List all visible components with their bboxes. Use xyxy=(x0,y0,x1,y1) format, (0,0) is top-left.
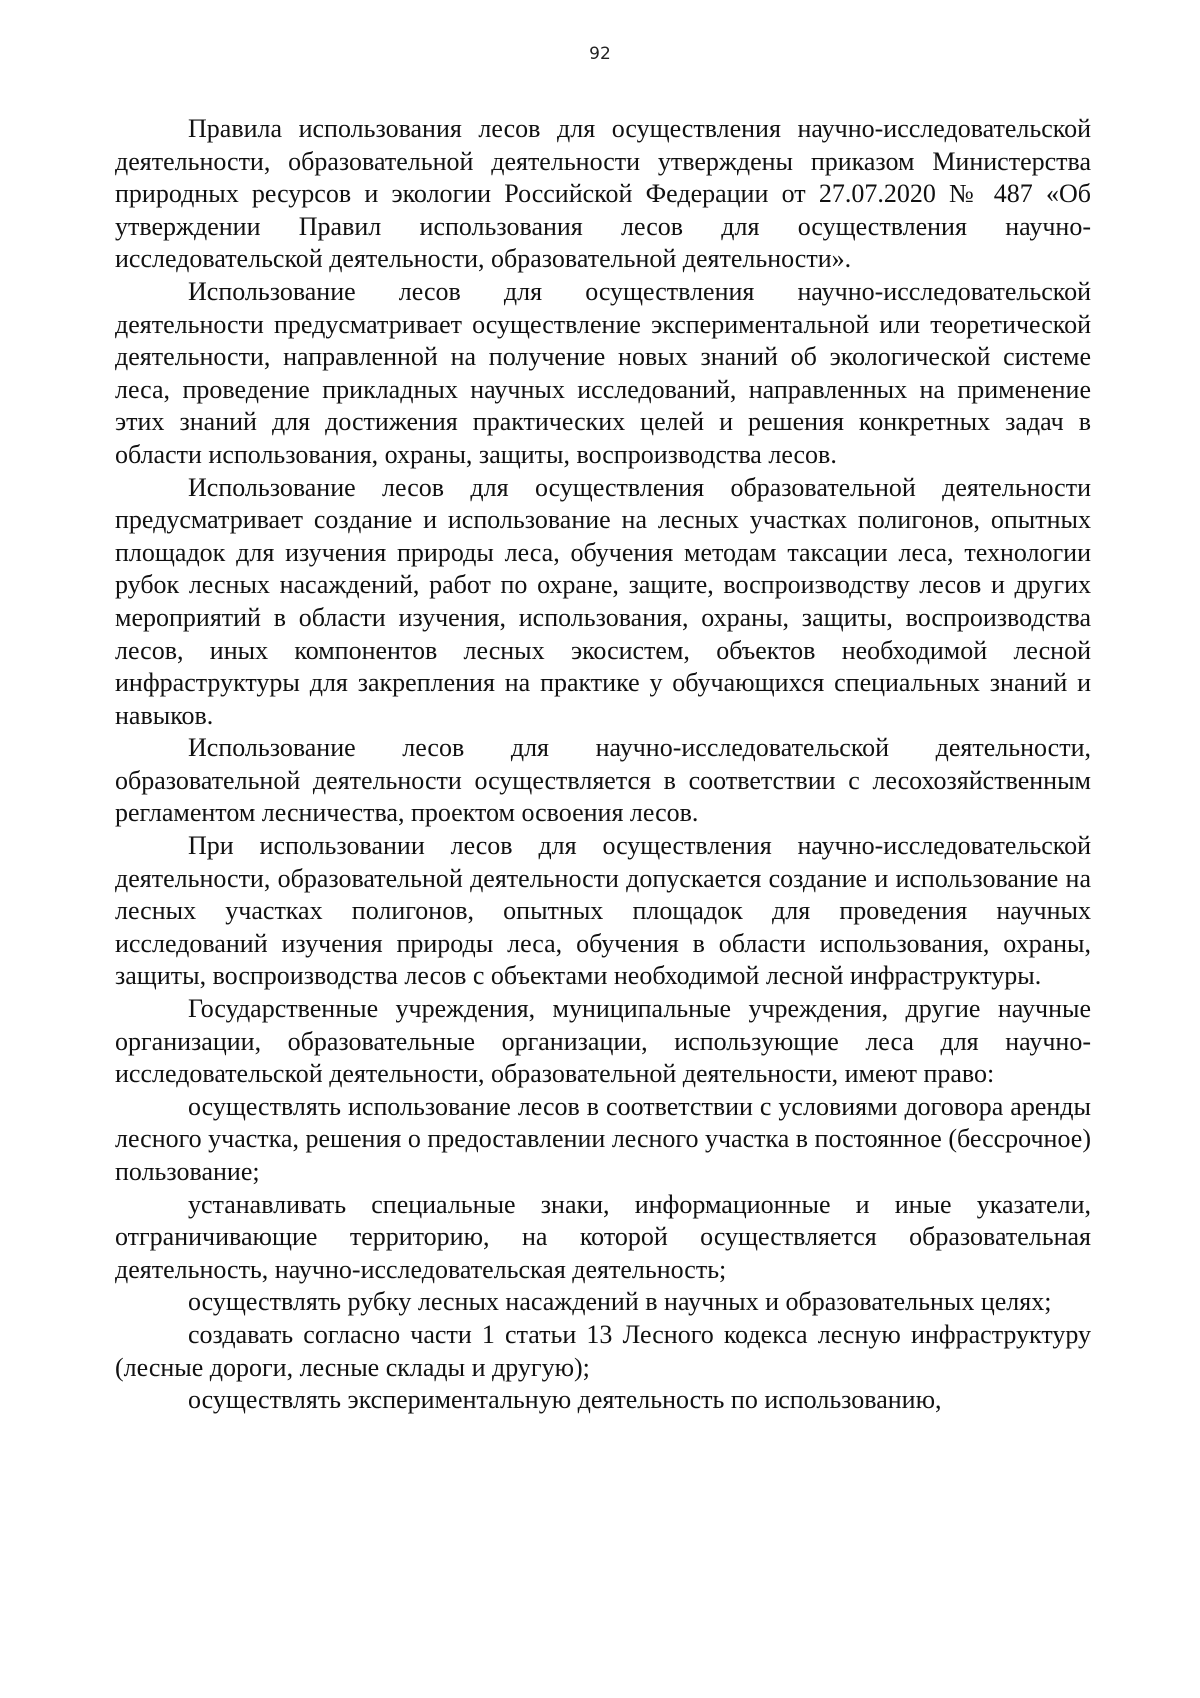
paragraph-regulation-compliance: Использование лесов для научно-исследовательской деятельности, образовательной деятельности осуществляется в соответствии с лесохозяйственным регламентом лесничества, проектом освоения лесов. xyxy=(115,733,1091,828)
paragraph-educational-use: Использование лесов для осуществления образовательной деятельности предусматривает создание и использование на лесных участках полигонов, опытных площадок для изучения природы леса, обучения методам таксации леса, технологии рубок лесных насаждений, работ по охране, защите, воспроизводству лесов и других мероприятий в области изучения, использования, охраны, защиты, воспроизводства лесов, иных компонентов лесных экосистем, объектов необходимой лесной инфраструктуры для закрепления на практике у обучающихся специальных знаний и навыков. xyxy=(115,472,1091,730)
paragraph-polygons-allowed: При использовании лесов для осуществления научно-исследовательской деятельности, образовательной деятельности допускается создание и использование на лесных участках полигонов, опытных площадок для проведения научных исследований изучения природы леса, обучения в области использования, охраны, защиты, воспроизводства лесов с объектами необходимой лесной инфраструктуры. xyxy=(115,831,1091,991)
paragraph-right-lease-use: осуществлять использование лесов в соответствии с условиями договора аренды лесного участка, решения о предоставлении лесного участка в постоянное (бессрочное) пользование; xyxy=(115,1091,1091,1186)
paragraph-right-felling: осуществлять рубку лесных насаждений в научных и образовательных целях; xyxy=(188,1287,1052,1317)
paragraph-organizations-rights: Государственные учреждения, муниципальные учреждения, другие научные организации, образовательные организации, использующие леса для научно-исследовательской деятельности, образовательной деятельности, имеют право: xyxy=(115,994,1091,1089)
paragraph-rules-approval: Правила использования лесов для осуществления научно-исследовательской деятельности, образовательной деятельности утверждены приказом Министерства природных ресурсов и экологии Российской Федерации от 27.07.2020 № 487 «Об утверждении Правил использования лесов для осуществления научно-исследовательской деятельности, образовательной деятельности». xyxy=(115,114,1091,274)
page-number: 92 xyxy=(589,44,611,64)
document-body xyxy=(115,113,1091,1417)
paragraph-right-experimental: осуществлять экспериментальную деятельность по использованию, xyxy=(188,1385,942,1415)
paragraph-research-use: Использование лесов для осуществления научно-исследовательской деятельности предусматривает осуществление экспериментальной или теоретической деятельности, направленной на получение новых знаний об экологической системе леса, проведение прикладных научных исследований, направленных на применение этих знаний для достижения практических целей и решения конкретных задач в области использования, охраны, защиты, воспроизводства лесов. xyxy=(115,276,1091,469)
paragraph-right-signs: устанавливать специальные знаки, информационные и иные указатели, отграничивающие территорию, на которой осуществляется образовательная деятельность, научно-исследовательская деятельность; xyxy=(115,1189,1091,1284)
paragraph-right-infrastructure: создавать согласно части 1 статьи 13 Лесного кодекса лесную инфраструктуру (лесные дороги, лесные склады и другую); xyxy=(115,1319,1091,1382)
